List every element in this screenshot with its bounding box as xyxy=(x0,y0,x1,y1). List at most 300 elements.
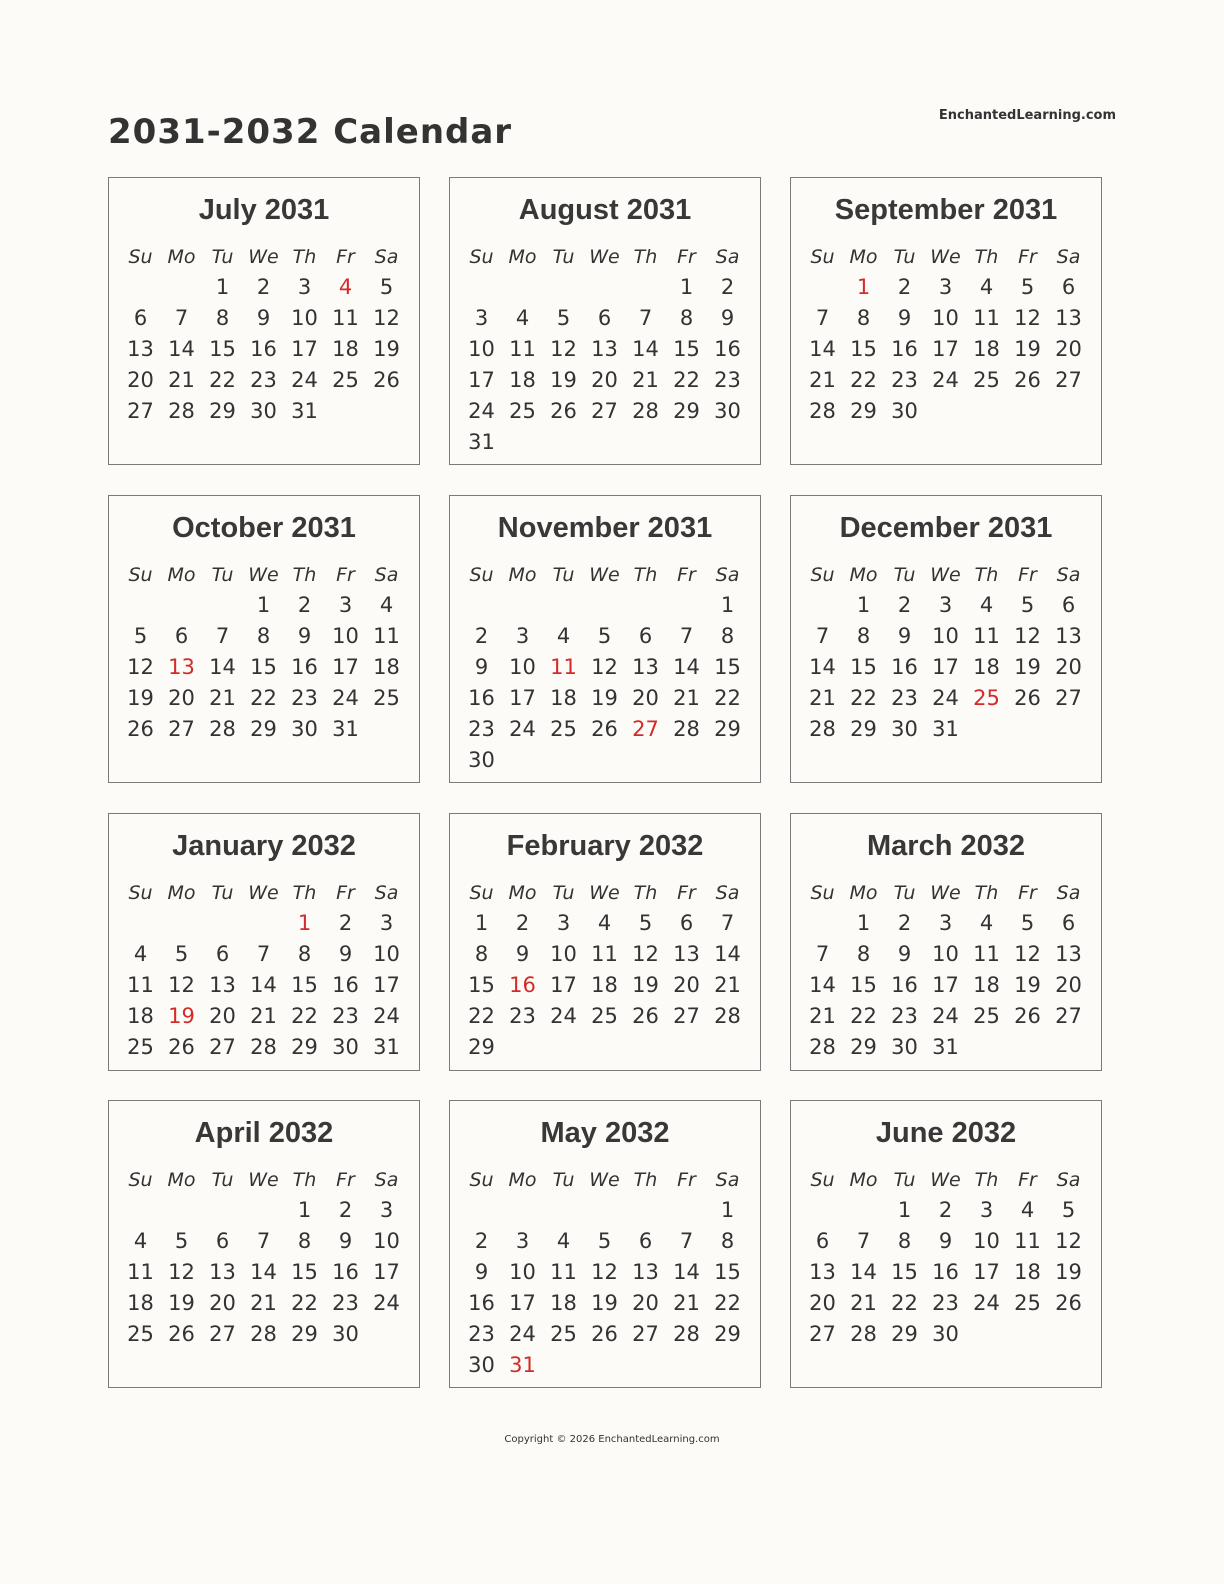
day-cell: 11 xyxy=(973,306,1000,330)
day-grid xyxy=(120,878,419,1063)
day-cell: 18 xyxy=(973,337,1000,361)
day-cell: 8 xyxy=(474,942,489,966)
day-cell: 25 xyxy=(550,1322,577,1346)
day-cell: 6 xyxy=(638,624,653,648)
day-cell: 9 xyxy=(474,1260,489,1284)
day-cell: 1 xyxy=(679,275,694,299)
day-cell: 19 xyxy=(591,1291,618,1315)
day-cell: 25 xyxy=(127,1322,154,1346)
day-cell: 3 xyxy=(515,1229,530,1253)
day-cell: 21 xyxy=(809,1004,836,1028)
day-cell: 17 xyxy=(373,1260,400,1284)
empty-day-cell xyxy=(202,1195,243,1226)
empty-day-cell xyxy=(120,590,161,621)
day-cell: 9 xyxy=(938,1229,953,1253)
empty-day-cell xyxy=(461,1195,502,1226)
day-cell: 14 xyxy=(809,337,836,361)
day-cell: 25 xyxy=(973,368,1000,392)
day-cell: 31 xyxy=(373,1035,400,1059)
day-cell: 11 xyxy=(973,942,1000,966)
day-cell: 1 xyxy=(474,911,489,935)
day-cell: 26 xyxy=(632,1004,659,1028)
day-cell: 17 xyxy=(373,973,400,997)
day-cell: 25 xyxy=(127,1035,154,1059)
weekday-header: Su xyxy=(128,246,153,268)
holiday-day-cell: 31 xyxy=(509,1353,536,1377)
day-cell: 9 xyxy=(297,624,312,648)
day-cell: 15 xyxy=(850,337,877,361)
weekday-header: Mo xyxy=(508,1169,537,1191)
day-cell: 23 xyxy=(468,717,495,741)
month-title: March 2032 xyxy=(867,830,1025,862)
day-cell: 28 xyxy=(168,399,195,423)
weekday-header: Mo xyxy=(167,1169,196,1191)
day-cell: 21 xyxy=(250,1291,277,1315)
weekday-header: Mo xyxy=(849,1169,878,1191)
empty-day-cell xyxy=(584,272,625,303)
empty-day-cell xyxy=(802,908,843,939)
day-cell: 6 xyxy=(133,306,148,330)
month-march-2032 xyxy=(790,813,1102,1071)
day-cell: 30 xyxy=(468,748,495,772)
weekday-header: Tu xyxy=(552,564,575,586)
day-cell: 29 xyxy=(250,717,277,741)
day-cell: 9 xyxy=(256,306,271,330)
month-title: July 2031 xyxy=(198,194,330,226)
day-cell: 3 xyxy=(474,306,489,330)
day-cell: 4 xyxy=(556,1229,571,1253)
day-cell: 23 xyxy=(250,368,277,392)
day-cell: 23 xyxy=(891,1004,918,1028)
day-cell: 30 xyxy=(714,399,741,423)
weekday-header: Su xyxy=(128,564,153,586)
day-cell: 5 xyxy=(597,624,612,648)
day-cell: 26 xyxy=(1055,1291,1082,1315)
day-cell: 22 xyxy=(673,368,700,392)
empty-day-cell xyxy=(161,1195,202,1226)
day-cell: 2 xyxy=(897,275,912,299)
day-cell: 15 xyxy=(209,337,236,361)
weekday-header: Su xyxy=(469,564,494,586)
day-cell: 20 xyxy=(1055,337,1082,361)
day-cell: 19 xyxy=(373,337,400,361)
weekday-header: Th xyxy=(974,1169,999,1191)
weekday-header: We xyxy=(930,882,961,904)
day-cell: 6 xyxy=(1061,275,1076,299)
day-grid xyxy=(461,878,760,1063)
day-cell: 26 xyxy=(591,717,618,741)
day-cell: 21 xyxy=(673,686,700,710)
empty-day-cell xyxy=(666,590,707,621)
day-cell: 19 xyxy=(127,686,154,710)
weekday-header: Tu xyxy=(893,882,916,904)
day-cell: 22 xyxy=(291,1291,318,1315)
day-cell: 25 xyxy=(591,1004,618,1028)
day-cell: 8 xyxy=(215,306,230,330)
day-cell: 24 xyxy=(291,368,318,392)
day-cell: 29 xyxy=(850,399,877,423)
day-cell: 13 xyxy=(1055,624,1082,648)
weekday-header: Th xyxy=(633,564,658,586)
day-cell: 11 xyxy=(127,1260,154,1284)
day-cell: 11 xyxy=(127,973,154,997)
day-cell: 15 xyxy=(291,973,318,997)
day-cell: 27 xyxy=(1055,368,1082,392)
empty-day-cell xyxy=(584,590,625,621)
day-cell: 17 xyxy=(509,1291,536,1315)
day-cell: 30 xyxy=(891,399,918,423)
day-cell: 4 xyxy=(133,942,148,966)
weekday-header: Sa xyxy=(374,246,399,268)
day-cell: 26 xyxy=(550,399,577,423)
empty-day-cell xyxy=(802,1195,843,1226)
day-cell: 3 xyxy=(515,624,530,648)
day-cell: 5 xyxy=(556,306,571,330)
weekday-header: Tu xyxy=(211,246,234,268)
day-cell: 5 xyxy=(638,911,653,935)
day-cell: 16 xyxy=(250,337,277,361)
holiday-day-cell: 4 xyxy=(338,275,353,299)
day-cell: 27 xyxy=(1055,1004,1082,1028)
empty-day-cell xyxy=(802,590,843,621)
weekday-header: Tu xyxy=(211,564,234,586)
weekday-header: Fr xyxy=(336,246,355,268)
weekday-header: Th xyxy=(633,882,658,904)
day-grid xyxy=(461,1165,760,1381)
day-cell: 9 xyxy=(515,942,530,966)
day-cell: 28 xyxy=(850,1322,877,1346)
site-name[interactable]: EnchantedLearning.com xyxy=(938,108,1116,123)
day-cell: 7 xyxy=(256,1229,271,1253)
day-cell: 4 xyxy=(979,275,994,299)
empty-day-cell xyxy=(161,590,202,621)
day-cell: 19 xyxy=(632,973,659,997)
day-cell: 6 xyxy=(174,624,189,648)
day-cell: 28 xyxy=(673,717,700,741)
day-cell: 14 xyxy=(209,655,236,679)
day-cell: 9 xyxy=(897,306,912,330)
day-cell: 23 xyxy=(468,1322,495,1346)
day-cell: 9 xyxy=(720,306,735,330)
day-cell: 6 xyxy=(215,942,230,966)
day-cell: 10 xyxy=(509,655,536,679)
day-cell: 2 xyxy=(515,911,530,935)
day-cell: 29 xyxy=(468,1035,495,1059)
day-cell: 29 xyxy=(714,1322,741,1346)
weekday-header: We xyxy=(248,882,279,904)
weekday-header: Sa xyxy=(715,882,740,904)
day-cell: 1 xyxy=(256,593,271,617)
day-cell: 24 xyxy=(373,1004,400,1028)
day-cell: 7 xyxy=(174,306,189,330)
day-cell: 8 xyxy=(297,942,312,966)
day-cell: 17 xyxy=(932,973,959,997)
day-cell: 4 xyxy=(556,624,571,648)
weekday-header: Sa xyxy=(1056,1169,1081,1191)
day-cell: 12 xyxy=(168,1260,195,1284)
day-cell: 9 xyxy=(338,1229,353,1253)
day-cell: 20 xyxy=(632,1291,659,1315)
day-cell: 20 xyxy=(809,1291,836,1315)
month-may-2032 xyxy=(449,1100,761,1388)
day-cell: 16 xyxy=(468,686,495,710)
day-cell: 20 xyxy=(1055,655,1082,679)
month-title: October 2031 xyxy=(172,512,356,544)
day-cell: 27 xyxy=(673,1004,700,1028)
weekday-header: Mo xyxy=(508,564,537,586)
month-october-2031 xyxy=(108,495,420,783)
weekday-header: Th xyxy=(292,246,317,268)
weekday-header: Fr xyxy=(1018,1169,1037,1191)
day-cell: 8 xyxy=(856,306,871,330)
day-cell: 30 xyxy=(332,1322,359,1346)
day-cell: 3 xyxy=(938,593,953,617)
weekday-header: Sa xyxy=(715,246,740,268)
day-cell: 30 xyxy=(332,1035,359,1059)
weekday-header: Sa xyxy=(374,1169,399,1191)
day-cell: 10 xyxy=(373,1229,400,1253)
holiday-day-cell: 19 xyxy=(168,1004,195,1028)
day-cell: 26 xyxy=(168,1322,195,1346)
day-cell: 2 xyxy=(938,1198,953,1222)
month-december-2031 xyxy=(790,495,1102,783)
holiday-day-cell: 25 xyxy=(973,686,1000,710)
weekday-header: Th xyxy=(292,882,317,904)
empty-day-cell xyxy=(666,1195,707,1226)
weekday-header: Th xyxy=(633,1169,658,1191)
day-cell: 11 xyxy=(591,942,618,966)
day-cell: 13 xyxy=(591,337,618,361)
day-cell: 13 xyxy=(209,973,236,997)
day-cell: 13 xyxy=(632,655,659,679)
empty-day-cell xyxy=(584,1195,625,1226)
month-title: August 2031 xyxy=(518,194,692,226)
day-cell: 27 xyxy=(127,399,154,423)
weekday-header: Sa xyxy=(374,564,399,586)
month-title: December 2031 xyxy=(839,512,1053,544)
day-cell: 29 xyxy=(291,1322,318,1346)
day-cell: 5 xyxy=(1020,275,1035,299)
empty-day-cell xyxy=(120,908,161,939)
day-cell: 1 xyxy=(297,1198,312,1222)
day-cell: 25 xyxy=(973,1004,1000,1028)
day-cell: 19 xyxy=(1014,973,1041,997)
day-cell: 1 xyxy=(856,911,871,935)
day-cell: 16 xyxy=(468,1291,495,1315)
weekday-header: We xyxy=(589,564,620,586)
weekday-header: We xyxy=(930,246,961,268)
weekday-header: Fr xyxy=(1018,564,1037,586)
holiday-day-cell: 11 xyxy=(550,655,577,679)
weekday-header: Th xyxy=(974,564,999,586)
weekday-header: Fr xyxy=(1018,246,1037,268)
day-cell: 15 xyxy=(468,973,495,997)
day-cell: 11 xyxy=(332,306,359,330)
day-cell: 26 xyxy=(127,717,154,741)
day-cell: 15 xyxy=(714,1260,741,1284)
day-cell: 17 xyxy=(468,368,495,392)
day-cell: 18 xyxy=(1014,1260,1041,1284)
weekday-header: Mo xyxy=(167,882,196,904)
day-cell: 19 xyxy=(1055,1260,1082,1284)
day-cell: 22 xyxy=(891,1291,918,1315)
weekday-header: We xyxy=(248,1169,279,1191)
day-cell: 23 xyxy=(509,1004,536,1028)
day-cell: 26 xyxy=(1014,368,1041,392)
empty-day-cell xyxy=(243,1195,284,1226)
day-cell: 5 xyxy=(1020,593,1035,617)
weekday-header: Th xyxy=(633,246,658,268)
day-cell: 31 xyxy=(468,430,495,454)
day-cell: 17 xyxy=(932,337,959,361)
weekday-header: We xyxy=(589,246,620,268)
day-cell: 24 xyxy=(509,717,536,741)
day-cell: 18 xyxy=(127,1291,154,1315)
day-cell: 25 xyxy=(550,717,577,741)
day-cell: 4 xyxy=(379,593,394,617)
day-cell: 24 xyxy=(932,368,959,392)
day-cell: 29 xyxy=(714,717,741,741)
day-cell: 22 xyxy=(209,368,236,392)
day-cell: 6 xyxy=(1061,593,1076,617)
day-cell: 30 xyxy=(932,1322,959,1346)
day-cell: 14 xyxy=(673,1260,700,1284)
day-cell: 18 xyxy=(973,973,1000,997)
day-cell: 12 xyxy=(1014,624,1041,648)
empty-day-cell xyxy=(202,590,243,621)
day-cell: 7 xyxy=(679,624,694,648)
day-cell: 2 xyxy=(897,911,912,935)
day-cell: 2 xyxy=(297,593,312,617)
month-november-2031 xyxy=(449,495,761,783)
weekday-header: Mo xyxy=(167,246,196,268)
day-cell: 16 xyxy=(932,1260,959,1284)
day-cell: 18 xyxy=(591,973,618,997)
weekday-header: Su xyxy=(469,246,494,268)
day-cell: 22 xyxy=(850,686,877,710)
day-cell: 8 xyxy=(679,306,694,330)
day-cell: 13 xyxy=(1055,306,1082,330)
weekday-header: Tu xyxy=(893,1169,916,1191)
weekday-header: Fr xyxy=(677,564,696,586)
day-cell: 7 xyxy=(256,942,271,966)
day-cell: 10 xyxy=(932,624,959,648)
day-cell: 21 xyxy=(850,1291,877,1315)
day-cell: 19 xyxy=(550,368,577,392)
day-cell: 18 xyxy=(973,655,1000,679)
day-cell: 13 xyxy=(127,337,154,361)
day-cell: 7 xyxy=(856,1229,871,1253)
day-cell: 29 xyxy=(291,1035,318,1059)
empty-day-cell xyxy=(502,1195,543,1226)
weekday-header: We xyxy=(248,246,279,268)
weekday-header: Mo xyxy=(508,882,537,904)
weekday-header: Su xyxy=(469,882,494,904)
day-cell: 1 xyxy=(215,275,230,299)
holiday-day-cell: 27 xyxy=(632,717,659,741)
day-cell: 9 xyxy=(897,624,912,648)
day-cell: 14 xyxy=(809,655,836,679)
day-cell: 14 xyxy=(714,942,741,966)
empty-day-cell xyxy=(543,590,584,621)
day-cell: 3 xyxy=(979,1198,994,1222)
day-cell: 14 xyxy=(632,337,659,361)
day-cell: 21 xyxy=(673,1291,700,1315)
empty-day-cell xyxy=(120,272,161,303)
day-cell: 29 xyxy=(891,1322,918,1346)
weekday-header: We xyxy=(248,564,279,586)
weekday-header: Fr xyxy=(677,1169,696,1191)
day-cell: 10 xyxy=(373,942,400,966)
day-cell: 13 xyxy=(632,1260,659,1284)
day-cell: 27 xyxy=(809,1322,836,1346)
day-cell: 14 xyxy=(850,1260,877,1284)
weekday-header: Sa xyxy=(1056,246,1081,268)
holiday-day-cell: 1 xyxy=(297,911,312,935)
day-cell: 13 xyxy=(809,1260,836,1284)
weekday-header: We xyxy=(930,564,961,586)
day-cell: 12 xyxy=(1055,1229,1082,1253)
day-cell: 16 xyxy=(891,337,918,361)
day-cell: 23 xyxy=(891,686,918,710)
empty-day-cell xyxy=(625,1195,666,1226)
weekday-header: Fr xyxy=(677,882,696,904)
month-august-2031 xyxy=(449,177,761,465)
copyright-footer: Copyright © 2026 EnchantedLearning.com xyxy=(504,1434,720,1445)
day-cell: 29 xyxy=(209,399,236,423)
day-cell: 24 xyxy=(932,1004,959,1028)
day-cell: 9 xyxy=(474,655,489,679)
day-cell: 15 xyxy=(250,655,277,679)
weekday-header: Sa xyxy=(1056,564,1081,586)
day-cell: 4 xyxy=(133,1229,148,1253)
day-cell: 7 xyxy=(679,1229,694,1253)
day-cell: 20 xyxy=(1055,973,1082,997)
day-cell: 5 xyxy=(174,1229,189,1253)
month-june-2032 xyxy=(790,1100,1102,1388)
month-title: May 2032 xyxy=(540,1117,670,1149)
day-cell: 2 xyxy=(720,275,735,299)
day-grid xyxy=(461,242,760,458)
day-cell: 13 xyxy=(209,1260,236,1284)
day-cell: 8 xyxy=(897,1229,912,1253)
day-cell: 22 xyxy=(468,1004,495,1028)
day-cell: 6 xyxy=(597,306,612,330)
holiday-day-cell: 16 xyxy=(509,973,536,997)
day-cell: 27 xyxy=(168,717,195,741)
day-cell: 22 xyxy=(291,1004,318,1028)
day-cell: 30 xyxy=(891,1035,918,1059)
day-cell: 16 xyxy=(714,337,741,361)
day-cell: 23 xyxy=(332,1004,359,1028)
day-cell: 6 xyxy=(815,1229,830,1253)
day-cell: 12 xyxy=(168,973,195,997)
day-cell: 16 xyxy=(891,973,918,997)
day-cell: 8 xyxy=(720,624,735,648)
day-cell: 31 xyxy=(291,399,318,423)
day-cell: 7 xyxy=(815,624,830,648)
weekday-header: Su xyxy=(810,882,835,904)
day-cell: 2 xyxy=(338,1198,353,1222)
day-cell: 19 xyxy=(168,1291,195,1315)
weekday-header: Fr xyxy=(336,882,355,904)
weekday-header: Su xyxy=(810,1169,835,1191)
day-cell: 13 xyxy=(673,942,700,966)
holiday-day-cell: 1 xyxy=(856,275,871,299)
day-cell: 23 xyxy=(714,368,741,392)
day-cell: 12 xyxy=(632,942,659,966)
day-cell: 24 xyxy=(509,1322,536,1346)
